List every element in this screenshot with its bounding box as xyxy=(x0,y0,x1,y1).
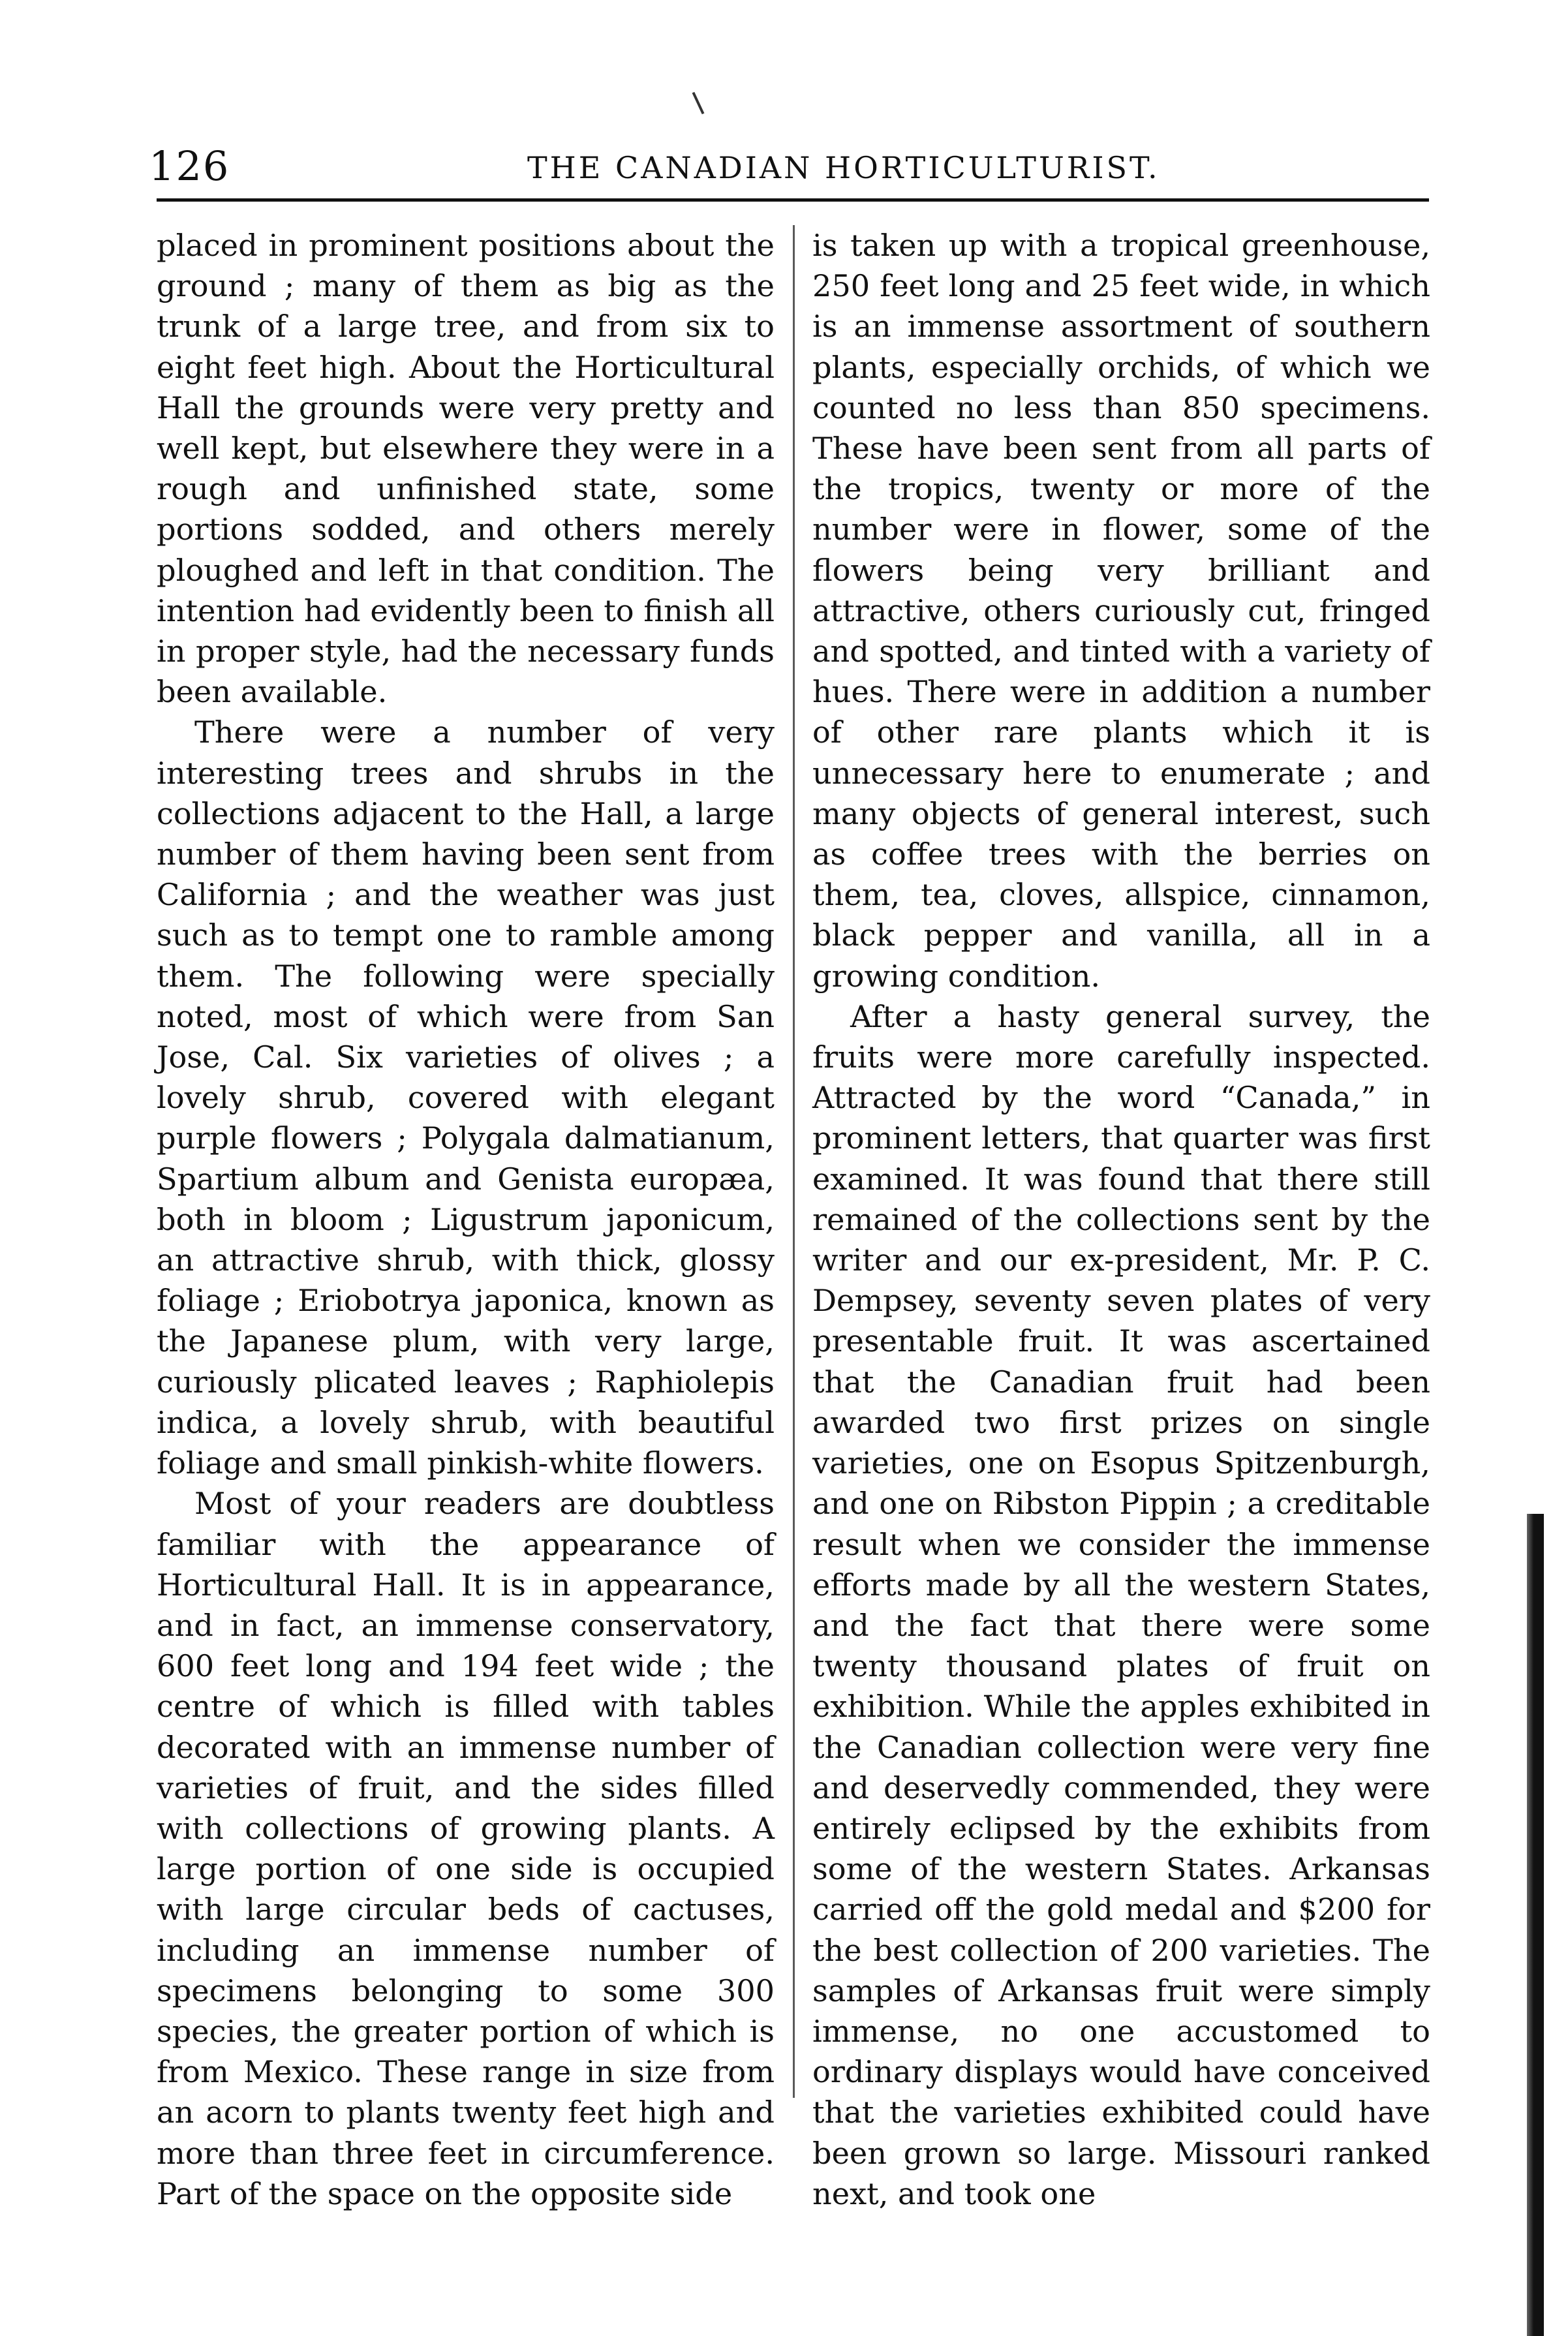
left-paragraph-1: placed in prominent positions about the ground ; many of them as big as the trunk of a large tree, and from six to eight feet high. About the Horticultural Hall the grounds were very pretty and well kept, but elsewhere they were in a rough and unfinished state, some portions sodded, and others merely ploughed and left in that condition. The intention had evidently been to finish all in proper style, had the necessary funds been available. xyxy=(157,228,775,710)
left-paragraph-3: Most of your readers are doubtless familiar with the appearance of Horticultural Hall. It is in appearance, and in fact, an immense conservatory, 600 feet long and 194 feet wide ; the centre of which is filled with tables decorated with an immense number of varieties of fruit, and the sides filled with collections of growing plants. A large portion of one side is occupied with large circular beds of cactuses, including an immense number of specimens belonging to some 300 species, the greater portion of which is from Mexico. These range in size from an acorn to plants twenty feet high and more than three feet in circumference. Part of the space on the opposite side xyxy=(157,1486,775,2211)
header-rule xyxy=(157,198,1429,202)
left-column xyxy=(157,225,775,2214)
right-paragraph-2: After a hasty general survey, the fruits were more carefully inspected. Attracted by the word “Canada,” in prominent letters, that quarter was first examined. It was found that there still remained of the collections sent by the writer and our ex-president, Mr. P. C. Dempsey, seventy seven plates of very presentable fruit. It was ascertained that the Canadian fruit had been awarded two first prizes on single varieties, one on Esopus Spitzenburgh, and one on Ribston Pippin ; a creditable result when we consider the immense efforts made by all the western States, and the fact that there were some twenty thousand plates of fruit on exhibition. While the apples exhibited in the Canadian collection were very fine and deservedly commended, they were entirely eclipsed by the exhibits from some of the western States. Arkansas carried off the gold medal and $200 for the best collection of 200 varieties. The samples of Arkansas fruit were simply immense, no one accustomed to ordinary displays would have conceived that the varieties exhibited could have been grown so large. Missouri ranked next, and took one xyxy=(812,998,1430,2211)
scan-edge-shadow xyxy=(1527,1514,1544,2336)
scan-mark xyxy=(692,92,705,114)
page-number: 126 xyxy=(149,142,230,190)
column-divider xyxy=(793,225,795,2098)
journal-title: THE CANADIAN HORTICULTURIST. xyxy=(527,150,1160,185)
right-column xyxy=(812,225,1430,2214)
right-paragraph-1: is taken up with a tropical greenhouse, 250 feet long and 25 feet wide, in which is an immense assortment of southern plants, especially orchids, of which we counted no less than 850 specimens. These have been sent from all parts of the tropics, twenty or more of the number were in flower, some of the flowers being very brilliant and attractive, others curiously cut, fringed and spotted, and tinted with a variety of hues. There were in addition a number of other rare plants which it is unnecessary here to enumerate ; and many objects of general interest, such as coffee trees with the berries on them, tea, cloves, allspice, cinnamon, black pepper and vanilla, all in a growing condition. xyxy=(812,228,1430,994)
running-head xyxy=(149,142,1429,194)
left-paragraph-2: There were a number of very interesting trees and shrubs in the collections adjacent to the Hall, a large number of them having been sent from California ; and the weather was just such as to tempt one to ramble among them. The following were specially noted, most of which were from San Jose, Cal. Six varieties of olives ; a lovely shrub, covered with elegant purple flowers ; Polygala dalmatianum, Spartium album and Genista europæa, both in bloom ; Ligustrum japonicum, an attractive shrub, with thick, glossy foliage ; Eriobotrya japonica, known as the Japanese plum, with very large, curiously plicated leaves ; Raphiolepis indica, a lovely shrub, with beautiful foliage and small pinkish-white flowers. xyxy=(157,715,775,1481)
